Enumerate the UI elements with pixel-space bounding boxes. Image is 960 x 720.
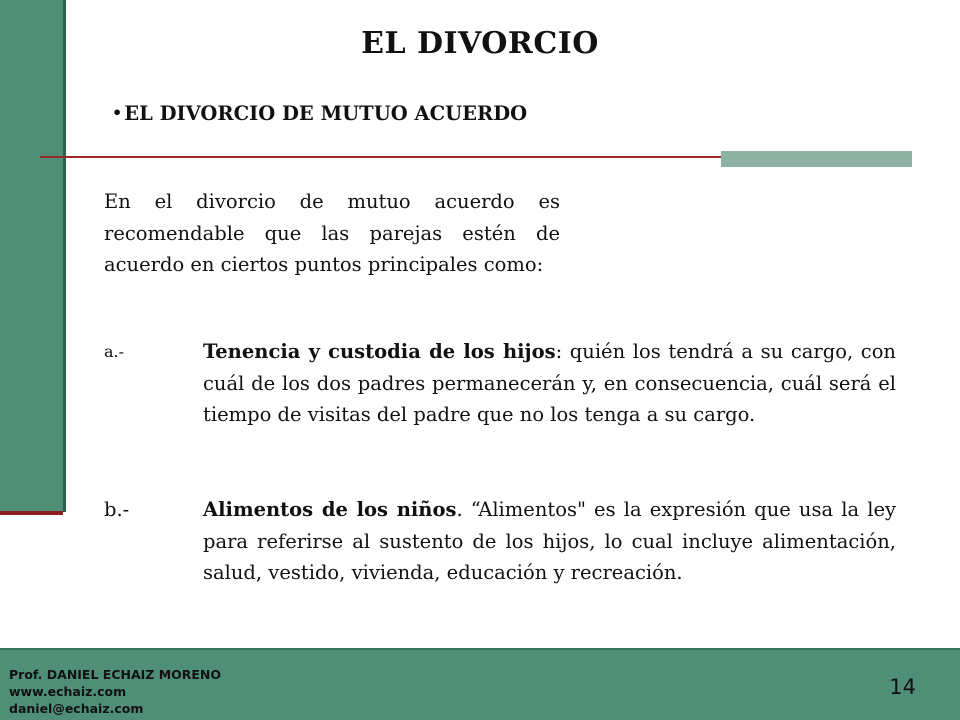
list-item-b-body bbox=[203, 494, 896, 589]
subtitle-text: EL DIVORCIO DE MUTUO ACUERDO bbox=[124, 102, 528, 125]
page-number: 14 bbox=[889, 675, 916, 699]
list-marker-b: b.- bbox=[104, 498, 130, 521]
title-divider-green-block bbox=[721, 151, 912, 167]
left-accent-bar bbox=[0, 0, 63, 512]
list-item-a-heading: Tenencia y custodia de los hijos bbox=[203, 340, 556, 363]
list-item-b bbox=[104, 494, 896, 589]
list-item-a-body bbox=[203, 336, 896, 431]
slide-subtitle bbox=[112, 102, 527, 125]
intro-paragraph: En el divorcio de mutuo acuerdo es recomendable que las parejas estén de acuerdo en ciertos puntos principales como: bbox=[104, 190, 560, 276]
list-item-a-text: : quién los tendrá a su cargo, con cuál de los dos padres permanecerán y, en consecuencia, cuál será el tiempo de visitas del padre que no los tenga a su cargo. bbox=[203, 340, 896, 426]
footer-credits bbox=[9, 666, 221, 717]
left-accent-bar-shadow bbox=[63, 0, 66, 512]
list-item-a bbox=[104, 336, 896, 431]
list-item-b-text: . “Alimentos" es la expresión que usa la ley para referirse al sustento de los hijos, lo cual incluye alimentación, salud, vestido, vivienda, educación y recreación. bbox=[203, 498, 897, 584]
slide-title: EL DIVORCIO bbox=[361, 26, 599, 61]
list-marker-a: a.- bbox=[104, 342, 125, 361]
bullet-icon: • bbox=[112, 103, 123, 122]
left-accent-red-line bbox=[0, 511, 63, 515]
list-item-b-heading: Alimentos de los niños bbox=[203, 498, 457, 521]
footer-email: daniel@echaiz.com bbox=[9, 701, 144, 716]
footer-website: www.echaiz.com bbox=[9, 684, 127, 699]
footer-top-line bbox=[0, 648, 960, 650]
footer-author: Prof. DANIEL ECHAIZ MORENO bbox=[9, 667, 222, 682]
